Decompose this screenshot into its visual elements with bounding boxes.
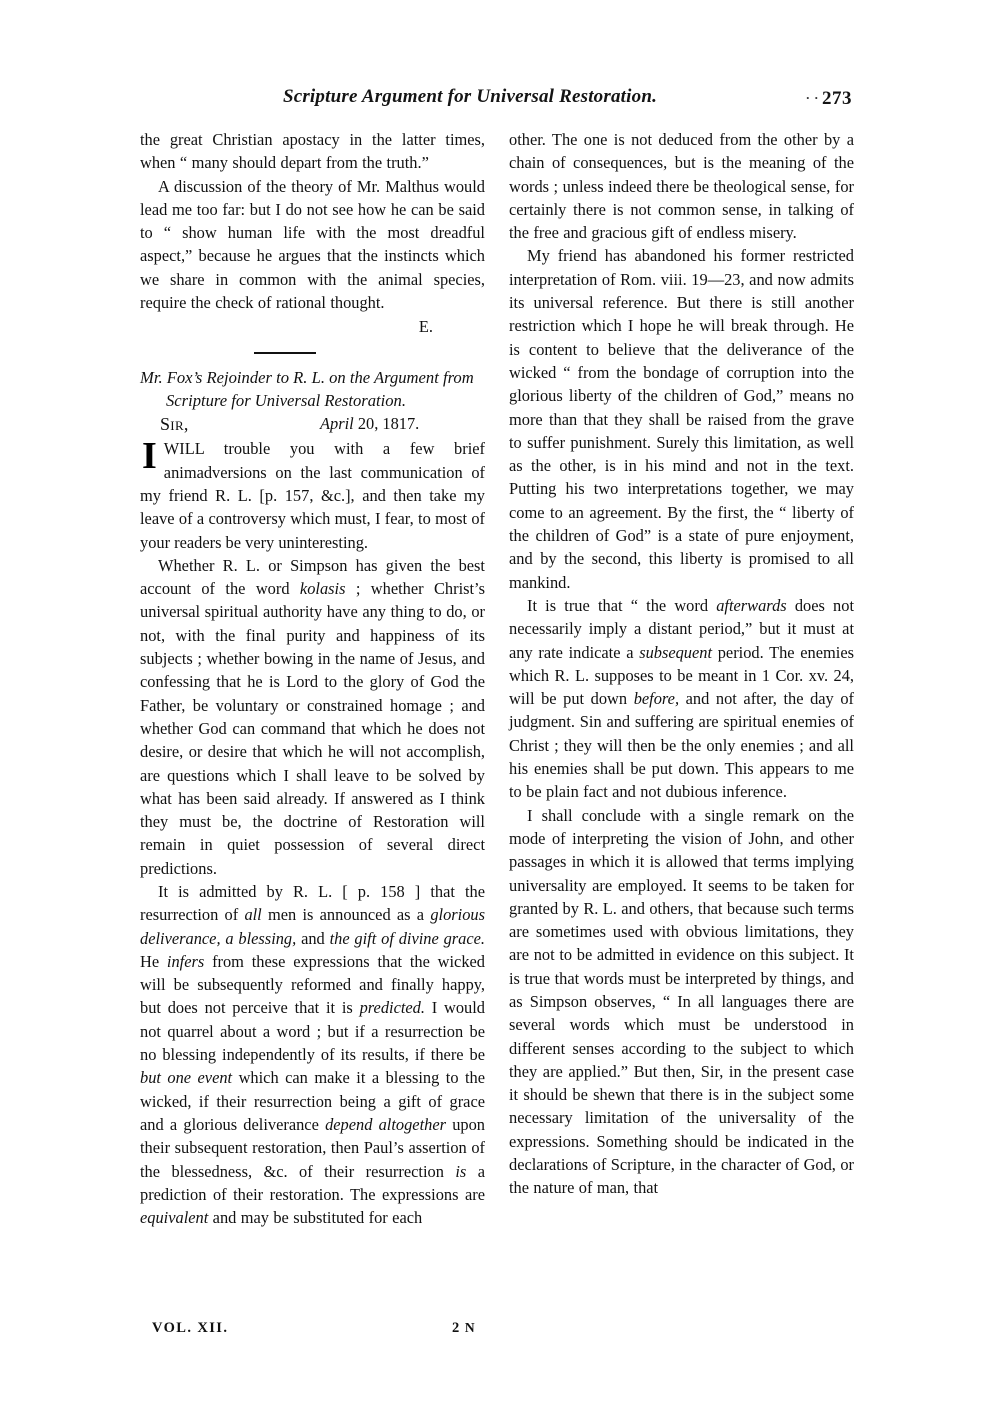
- text-run: I would not quarrel about a word ; but if a resurrection be no blessing independently of its results, if there be: [140, 998, 485, 1065]
- salutation-row: [140, 414, 485, 438]
- paragraph: [509, 594, 854, 804]
- italic-term: is: [455, 1161, 467, 1181]
- italic-term: infers: [166, 951, 205, 971]
- running-head: [140, 86, 852, 112]
- paragraph: [140, 880, 485, 1229]
- salutation: Sir,: [160, 413, 189, 434]
- text-run: upon their subsequent restoration, then Paul’s assertion of the blessedness, &c. of their resurrection: [140, 1114, 485, 1181]
- page-footer: [152, 1320, 482, 1342]
- text-run: It is true that “ the word: [527, 595, 717, 615]
- italic-term: afterwards: [716, 595, 787, 615]
- text-run: Whether R. L. or Simpson has given the best account of the word: [140, 555, 485, 599]
- text-run: a prediction of their restoration. The expressions are: [140, 1161, 485, 1204]
- column-left: [140, 128, 485, 1229]
- italic-term: equivalent: [140, 1208, 209, 1228]
- text-run: men is announced as a: [261, 905, 431, 925]
- italic-term: before,: [633, 689, 680, 709]
- paragraph: A discussion of the theory of Mr. Malthus would lead me too far: but I do not see how he can be said to “ show human life with the most dreadful aspect,” because he argues that the instincts which we share in common with the animal species, require the check of rational thought.: [140, 176, 485, 313]
- italic-term: but one event: [140, 1068, 233, 1088]
- text-run: which can make it a blessing to the wicked, if their resurrection being a gift of grace and a glorious deliverance: [140, 1068, 486, 1134]
- column-right: [509, 128, 854, 1200]
- drop-cap: I: [142, 435, 157, 478]
- italic-term: glorious deliverance, a blessing,: [140, 905, 485, 948]
- running-head-title: Scripture Argument for Universal Restoration.: [282, 86, 658, 107]
- paragraph: the great Christian apostacy in the latter times, when “ many should depart from the truth.”: [140, 130, 485, 173]
- text-run: and: [296, 928, 330, 948]
- signature-mark: [452, 1320, 476, 1337]
- text-run: period. The enemies which R. L. supposes to be meant in 1 Cor. xv. 24, will be put down: [509, 642, 854, 709]
- volume-mark: VOL. XII.: [152, 1320, 229, 1336]
- signature-mark-number: 2: [452, 1320, 461, 1336]
- italic-term: subsequent: [639, 642, 713, 662]
- text-run: He: [140, 951, 167, 971]
- text-run: ; whether Christ’s universal spiritual authority have any thing to do, or not, with the final purity and happiness of its subjects ; whether bowing in the name of Jesus, and confessing that he is Lord to the glory of God the Father, be voluntary or constrained homage ; and whether God can command that which he does not desire, or desire that which he will not accomplish, are questions which I shall leave to be solved by what has been said already. If answered as I think they must be, the doctrine of Restoration will remain in quiet possession of several direct predictions.: [140, 579, 485, 878]
- section-divider-rule: [254, 352, 316, 354]
- paragraph-with-dropcap: [140, 437, 485, 553]
- text-run: and may be substituted for each: [208, 1208, 423, 1228]
- paragraph-text: trouble you with a few brief animadversions on the last communication of my friend R. L. [p. 157, &c.], and then take my leave of a controversy which must, I fear, to most of your readers be very uninteresting.: [140, 439, 485, 552]
- text-run: from these expressions that the wicked will be subsequently reformed and finally happy, but does not perceive that it is: [140, 951, 485, 1018]
- page-folio: [806, 88, 852, 110]
- italic-term: the gift of divine grace.: [329, 928, 486, 948]
- text-run: It is admitted by R. L. [ p. 158 ] that the resurrection of: [140, 882, 485, 925]
- paragraph: [140, 554, 485, 880]
- italic-term: all: [244, 905, 262, 925]
- folio-number: 273: [822, 88, 852, 109]
- author-signature: E.: [418, 317, 433, 337]
- signature-mark-letter: N: [464, 1320, 476, 1335]
- paragraph: other. The one is not deduced from the other by a chain of consequences, but is the meaning of the words ; unless indeed there be theological sense, for certainly there is not common sense, in talking of the free and gracious gift of endless misery.: [509, 130, 854, 243]
- paragraph: I shall conclude with a single remark on the mode of interpreting the vision of John, and other passages in which it is allowed that terms implying universality are employed. It seems to be taken for granted by R. L. and others, that because such terms are sometimes used with obvious limitations, they are not to be admitted in evidence on this subject. It is true that words must be interpreted by things, and as Simpson observes, “ In all languages there are several words which must be understood in different senses according to the subject to which they are applied.” But then, Sir, in the present case it should be shewn that there is in the subject some necessary limitation of the universality of the expressions. Something should be indicated in the declarations of Scripture, in the character of God, or the nature of man, that: [509, 805, 854, 1198]
- dateline-month: April: [320, 413, 354, 433]
- italic-term: predicted.: [359, 998, 425, 1018]
- text-run: and not after, the day of judgment. Sin and suffering are spiritual enemies of Christ ; they will then be the only enemies ; and all his enemies shall be put down. This appears to me to be plain fact and not dubious inference.: [509, 689, 854, 802]
- dateline: [320, 414, 419, 434]
- article-heading: Mr. Fox’s Rejoinder to R. L. on the Argument from Scripture for Universal Restoration.: [140, 367, 474, 411]
- paragraph: My friend has abandoned his former restricted interpretation of Rom. viii. 19—23, and now admits its universal reference. But there is still another restriction which I hope he will break through. He is content to believe that the deliverance of the wicked “ from the bondage of corruption into the glorious liberty of the children of God,” means no more than that they shall be raised from the grave to suffer punishment. Surely this limitation, as well as the other, is in his mind and not in the text. Putting his two interpretations together, we may come to an agreement. By the first, the “ liberty of the children of God” is a state of pure enjoyment, and by the second, this liberty is promised to all mankind.: [509, 246, 854, 592]
- text-run: does not necessarily imply a distant period,” but it must at any rate indicate a: [509, 595, 854, 662]
- dateline-date: 20, 1817.: [357, 413, 420, 433]
- folio-leader-dots: · ·: [805, 90, 819, 105]
- italic-term: depend altogether: [325, 1114, 446, 1134]
- paragraph-opening-word: WILL: [163, 439, 205, 459]
- italic-term: kolasis: [299, 579, 346, 599]
